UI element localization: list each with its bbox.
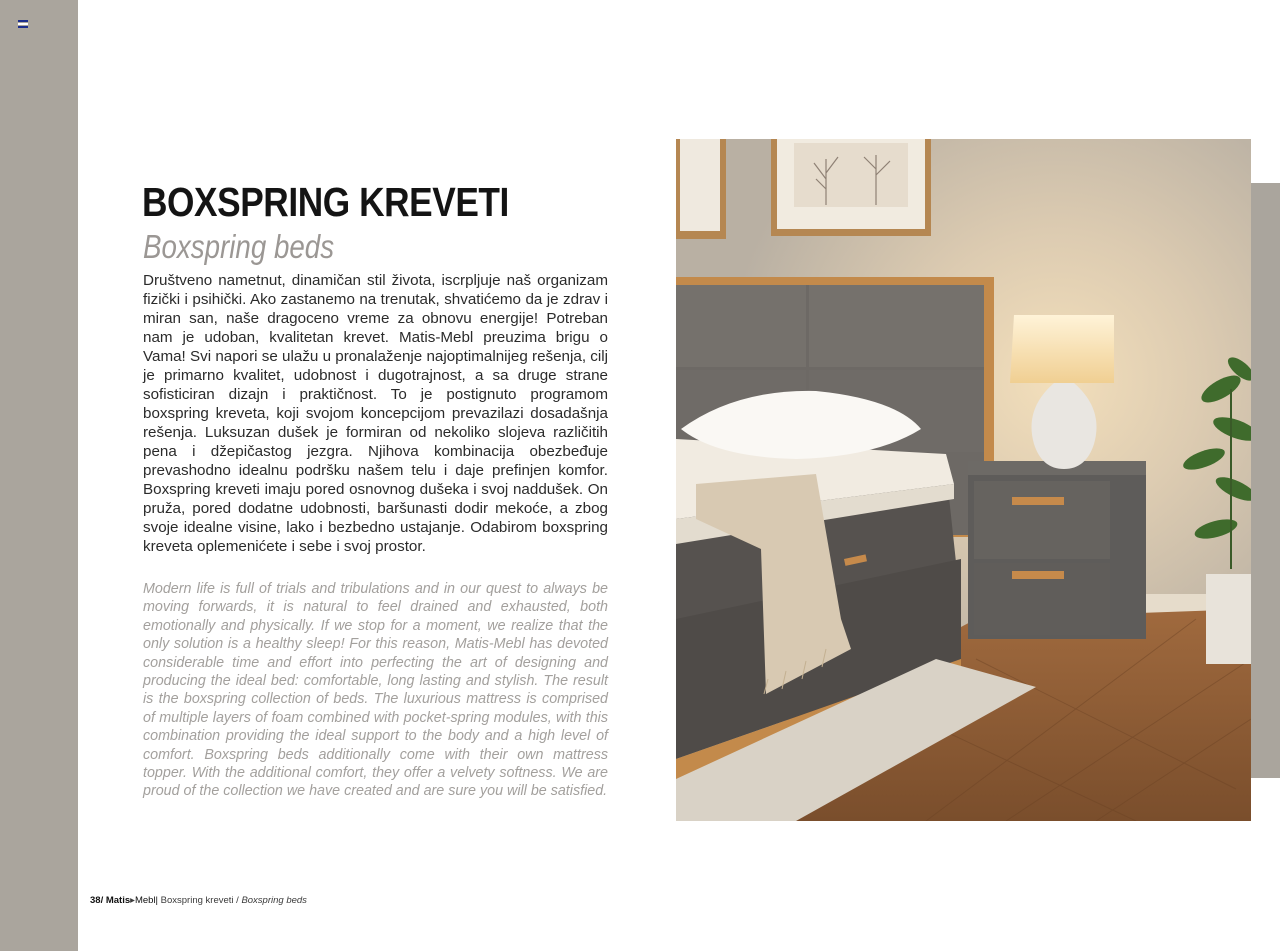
page-number: 38/ (90, 895, 104, 906)
body-text-english: Modern life is full of trials and tribulations and in our quest to always be moving forwards, it is natural to feel drained and exhausted, both emotionally and physically. If we stop for a moment, we realize that the only solution is a healthy sleep! For this reason, Matis-Mebl has devoted considerable time and effort into perfecting the art of designing and producing the ideal bed: comfortable, long lasting and stylish. The result is the boxspring collection of beds. The luxurious mattress is comprised of multiple layers of foam combined with pocket-spring modules, with this combination providing the ideal support to the body and a high level of comfort. Boxspring beds additionally come with their own mattress topper. With the additional comfort, they offer a velvety softness. We are proud of the collection we have created and are sure you will be satisfied. (143, 581, 608, 800)
brand-logo-mebl: Mebl| (134, 895, 158, 906)
footer-section-english: Boxspring beds (241, 895, 307, 906)
brand-logo-matis: Matis (105, 895, 131, 906)
bedroom-photo (676, 139, 1251, 821)
menu-icon[interactable] (18, 20, 28, 28)
footer-section-serbian: Boxspring kreveti / (160, 895, 239, 906)
brand-logo-mark-icon: ▸ (130, 895, 135, 906)
left-side-band (0, 0, 78, 951)
body-text-serbian: Društveno nametnut, dinamičan stil života, iscrpljuje naš organizam fizički i psihički. Ako zastanemo na trenutak, shvatićemo da je zdrav i miran san, naše dragoceno vreme za obnovu energije! Potreban nam je udoban, kvalitetan krevet. Matis-Mebl preuzima brigu o Vama! Svi napori se ulažu u pronalaženje najoptimalnijeg rešenja, cilj je primarno kvalitet, udobnost i dugotrajnost, a sa druge strane sofisticiran dizajn i praktičnost. To je postignuto programom boxspring kreveta, koji svojom koncepcijom prevazilazi dosadašnja rešenja. Luksuzan dušek je formiran od nekoliko slojeva različitih pena i džepičastog jezgra. Njihova kombinacija obezbeđuje prevashodno idealnu podršku našem telu i daje prefinjen komfor. Boxspring kreveti imaju pored osnovnog dušeka i svoj naddušek. On pruža, pored dodatne udobnosti, baršunasti dodir mekoće, a zbog svoje idealne visine, lako i bezbedno ustajanje. Odabirom boxspring kreveta oplemenićete i sebe i svoj prostor. (143, 272, 608, 555)
page-subtitle: Boxspring beds (143, 228, 335, 265)
page-title: BOXSPRING KREVETI (142, 179, 509, 225)
right-side-band (1251, 183, 1280, 778)
page-footer (90, 895, 307, 907)
